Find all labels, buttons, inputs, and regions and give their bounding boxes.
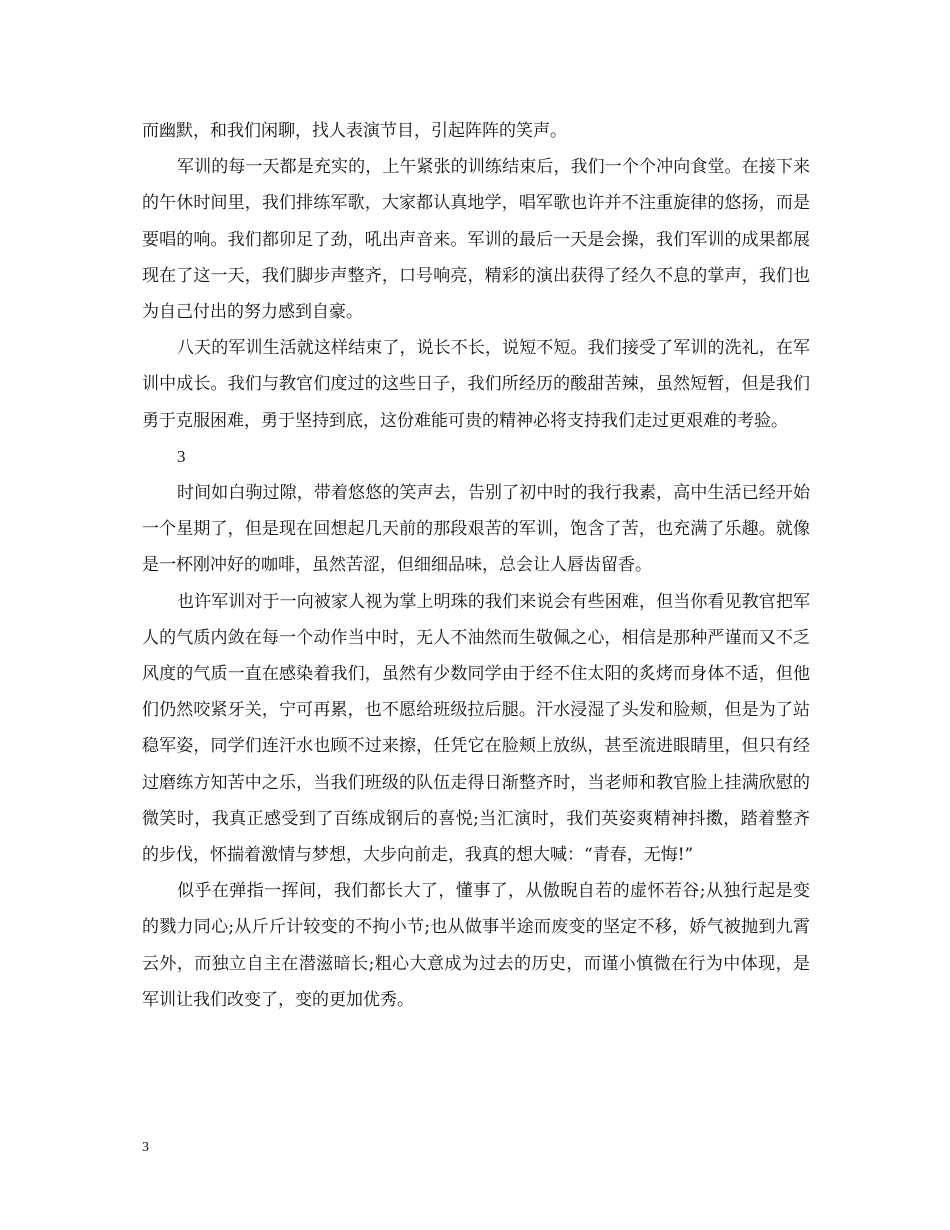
- paragraph-time-flies: 时间如白驹过隙，带着悠悠的笑声去，告别了初中时的我行我素，高中生活已经开始一个星期了，但是现在回想起几天前的那段艰苦的军训，饱含了苦，也充满了乐趣。就像是一杯刚冲好的咖啡，虽然苦涩，但细细品味，总会让人唇齿留香。: [142, 483, 810, 576]
- section-number: 3: [177, 446, 186, 466]
- document-body: [142, 113, 810, 1018]
- paragraph-difficulties: 也许军训对于一向被家人视为掌上明珠的我们来说会有些困难，但当你看见教官把军人的气质内敛在每一个动作当中时，无人不油然而生敬佩之心，相信是那种严谨而又不乏风度的气质一直在感染着我们，虽然有少数同学由于经不住太阳的炙烤而身体不适，但他们仍然咬紧牙关，宁可再累，也不愿给班级拉后腿。汗水浸湿了头发和脸颊，但是为了站稳军姿，同学们连汗水也顾不过来擦，任凭它在脸颊上放纵，甚至流进眼睛里，但只有经过磨练方知苦中之乐，当我们班级的队伍走得日渐整齐时，当老师和教官脸上挂满欣慰的微笑时，我真正感受到了百练成钢后的喜悦;当汇演时，我们英姿爽精神抖擞，踏着整齐的步伐，怀揣着激情与梦想，大步向前走，我真的想大喊：“青春，无悔!”: [142, 591, 810, 866]
- page-number: 3: [142, 1140, 149, 1155]
- paragraph-daily-training: 军训的每一天都是充实的，上午紧张的训练结束后，我们一个个冲向食堂。在接下来的午休时间里，我们排练军歌，大家都认真地学，唱军歌也许并不注重旋律的悠扬，而是要唱的响。我们都卯足了劲，吼出声音来。军训的最后一天是会操，我们军训的成果都展现在了这一天，我们脚步声整齐，口号响亮，精彩的演出获得了经久不息的掌声，我们也为自己付出的努力感到自豪。: [142, 157, 810, 323]
- paragraph-continuation: 而幽默，和我们闲聊，找人表演节目，引起阵阵的笑声。: [142, 121, 567, 141]
- paragraph-growing-up: 似乎在弹指一挥间，我们都长大了，懂事了，从傲睨自若的虚怀若谷;从独行起是变的戮力同心;从斤斤计较变的不拘小节;也从做事半途而废变的坚定不移，娇气被抛到九霄云外，而独立自主在潜滋暗长;粗心大意成为过去的历史，而谨小慎微在行为中体现，是军训让我们改变了，变的更加优秀。: [142, 881, 810, 1010]
- paragraph-training-end: 八天的军训生活就这样结束了，说长不长，说短不短。我们接受了军训的洗礼，在军训中成长。我们与教官们度过的这些日子，我们所经历的酸甜苦辣，虽然短暂，但是我们勇于克服困难，勇于坚持到底，这份难能可贵的精神必将支持我们走过更艰难的考验。: [142, 338, 810, 431]
